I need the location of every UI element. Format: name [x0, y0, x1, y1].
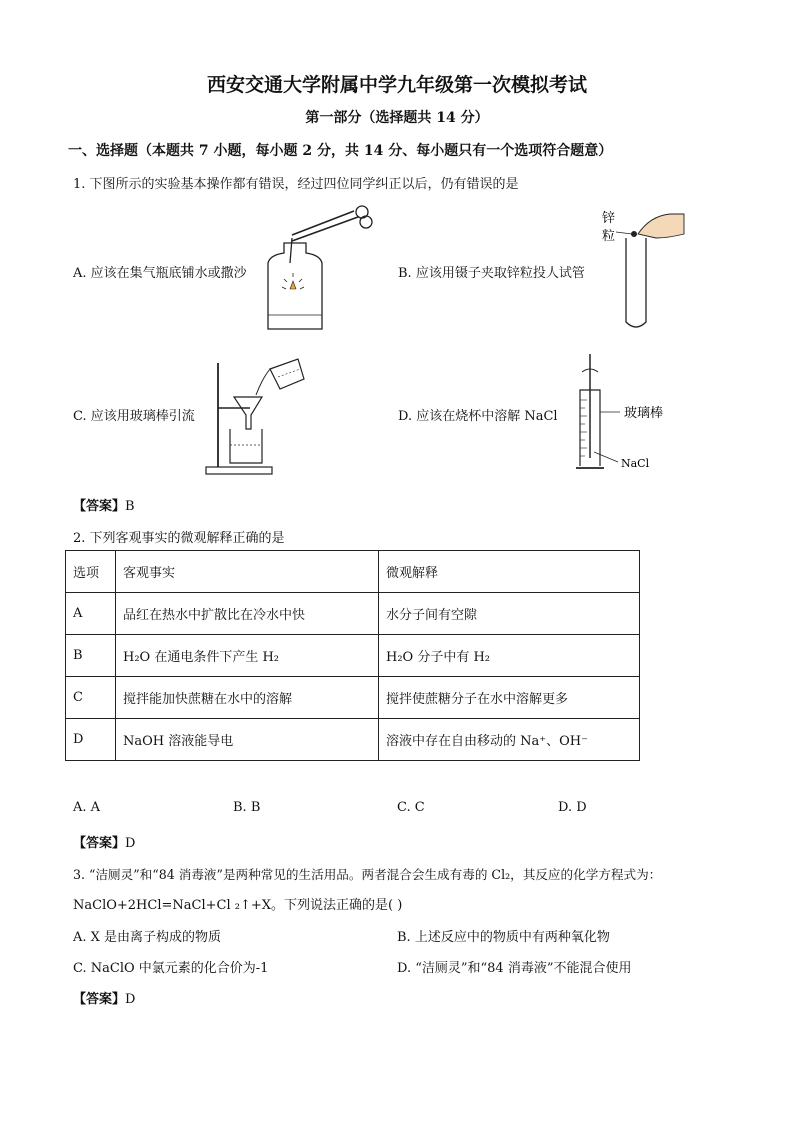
q1-answer	[73, 495, 135, 514]
zinc-label-1: 锌	[602, 211, 616, 226]
q3-answer-value: D	[125, 992, 136, 1007]
q1-option-d: D. 应该在烧杯中溶解 NaCl	[398, 409, 558, 424]
row-fact: H₂O 在通电条件下产生 H₂	[116, 635, 379, 677]
part-subtitle: 第一部分（选择题共 14 分）	[305, 110, 489, 126]
table-header-row	[66, 551, 640, 593]
row-option: D	[66, 719, 116, 761]
q3-option-a: A. X 是由离子构成的物质	[73, 930, 222, 945]
q2-option-c: C. C	[397, 800, 425, 815]
figure-filtration	[200, 353, 310, 478]
header-explanation: 微观解释	[379, 551, 640, 593]
nacl-label: NaCl	[621, 457, 650, 470]
row-option: A	[66, 593, 116, 635]
zinc-label-2: 粒	[602, 229, 616, 244]
q2-stem: 2. 下列客观事实的微观解释正确的是	[73, 531, 285, 546]
header-fact: 客观事实	[116, 551, 379, 593]
figure-gas-bottle	[262, 203, 392, 333]
q1-option-b: B. 应该用镊子夹取锌粒投人试管	[398, 266, 585, 281]
q2-answer	[73, 832, 135, 851]
q3-option-b: B. 上述反应中的物质中有两种氧化物	[397, 930, 610, 945]
q3-stem-line1: 3. “洁厕灵”和“84 消毒液”是两种常见的生活用品。两者混合会生成有毒的 Cl₂，其反应的化学方程式为：	[73, 867, 662, 882]
row-explanation: 溶液中存在自由移动的 Na⁺、OH⁻	[379, 719, 640, 761]
figure-cylinder	[560, 350, 690, 475]
row-explanation: 搅拌使蔗糖分子在水中溶解更多	[379, 677, 640, 719]
q2-table	[65, 550, 640, 761]
row-explanation: 水分子间有空隙	[379, 593, 640, 635]
q1-option-c: C. 应该用玻璃棒引流	[73, 409, 195, 424]
table-row	[66, 719, 640, 761]
q2-option-b: B. B	[233, 800, 261, 815]
row-option: B	[66, 635, 116, 677]
q1-stem: 1. 下图所示的实验基本操作都有错误，经过四位同学纠正以后，仍有错误的是	[73, 177, 519, 192]
page-title: 西安交通大学附属中学九年级第一次模拟考试	[206, 74, 587, 96]
header-option: 选项	[66, 551, 116, 593]
q2-answer-value: D	[125, 836, 136, 851]
row-option: C	[66, 677, 116, 719]
q2-option-d: D. D	[558, 800, 587, 815]
row-fact: 品红在热水中扩散比在冷水中快	[116, 593, 379, 635]
figure-test-tube	[598, 208, 688, 333]
answer-tag: 【答案】	[73, 499, 126, 514]
answer-tag: 【答案】	[73, 836, 126, 851]
table-row	[66, 593, 640, 635]
section-heading: 一、选择题（本题共 7 小题，每小题 2 分，共 14 分、每小题只有一个选项符合题意）	[68, 143, 613, 159]
row-fact: 搅拌能加快蔗糖在水中的溶解	[116, 677, 379, 719]
q1-option-a: A. 应该在集气瓶底铺水或撒沙	[73, 266, 247, 281]
answer-tag: 【答案】	[73, 992, 126, 1007]
q3-stem-line2: NaClO+2HCl=NaCl+Cl ₂↑+X。下列说法正确的是( )	[73, 898, 403, 913]
q3-answer	[73, 988, 135, 1007]
row-explanation: H₂O 分子中有 H₂	[379, 635, 640, 677]
q2-option-a: A. A	[73, 800, 101, 815]
rod-label: 玻璃棒	[624, 406, 664, 421]
row-fact: NaOH 溶液能导电	[116, 719, 379, 761]
q3-option-c: C. NaClO 中氯元素的化合价为-1	[73, 961, 269, 976]
table-row	[66, 635, 640, 677]
q1-answer-value: B	[125, 499, 135, 514]
q3-option-d: D. “洁厕灵”和“84 消毒液”不能混合使用	[397, 961, 632, 976]
table-row	[66, 677, 640, 719]
